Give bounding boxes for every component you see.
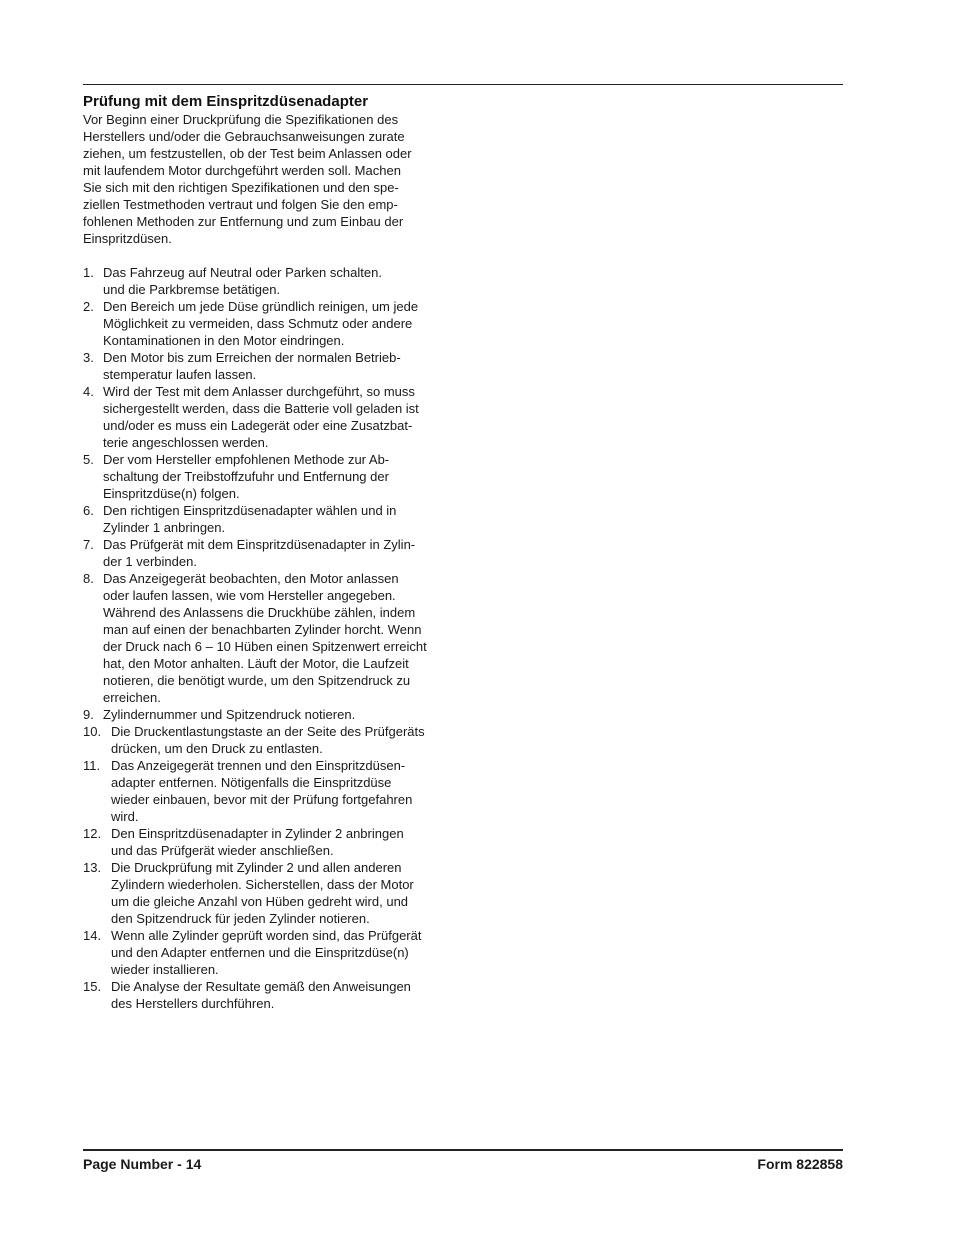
step-1 [83, 264, 463, 298]
step-text: Den Motor bis zum Erreichen der normalen Betrieb- stemperatur laufen lassen. [103, 350, 401, 382]
step-text: Die Druckentlastungstaste an der Seite des Prüfgeräts drücken, um den Druck zu entlasten. [111, 724, 425, 756]
step-number: 11. [83, 758, 101, 773]
page-number: Page Number - 14 [83, 1156, 202, 1172]
step-number: 4. [83, 384, 94, 399]
step-text: Den richtigen Einspritzdüsenadapter wählen und in Zylinder 1 anbringen. [103, 503, 397, 535]
header-divider [83, 84, 843, 85]
section-intro: Vor Beginn einer Druckprüfung die Spezifikationen des Herstellers und/oder die Gebrauchsanweisungen zurate ziehen, um festzustellen, ob der Test beim Anlassen oder mit laufendem Motor durchgeführt werden soll. Machen Sie sich mit den richtigen Spezifikationen und den spe- ziellen Testmethoden vertraut und folgen Sie den emp- fohlenen Methoden zur Entfernung und zum Einbau der Einspritzdüsen. [83, 112, 412, 246]
step-9 [83, 706, 463, 723]
step-5 [83, 451, 463, 502]
form-number: Form 822858 [757, 1156, 843, 1172]
step-text: Wird der Test mit dem Anlasser durchgeführt, so muss sichergestellt werden, dass die Batterie voll geladen ist und/oder es muss ein Ladegerät oder eine Zusatzbat- terie angeschlossen werden. [103, 384, 419, 450]
step-number: 2. [83, 299, 94, 314]
step-7 [83, 536, 463, 570]
step-3 [83, 349, 463, 383]
step-15 [83, 978, 463, 1012]
step-number: 7. [83, 537, 94, 552]
step-14 [83, 927, 463, 978]
step-number: 10. [83, 724, 102, 739]
step-2 [83, 298, 463, 349]
step-number: 13. [83, 860, 102, 875]
step-number: 12. [83, 826, 102, 841]
step-8 [83, 570, 463, 706]
step-11 [83, 757, 463, 825]
step-number: 3. [83, 350, 94, 365]
step-12 [83, 825, 463, 859]
step-text: Den Einspritzdüsenadapter in Zylinder 2 anbringen und das Prüfgerät wieder anschließen. [111, 826, 404, 858]
step-13 [83, 859, 463, 927]
step-text: Das Anzeigegerät beobachten, den Motor anlassen oder laufen lassen, wie vom Hersteller angegeben. Während des Anlassens die Druckhübe zählen, indem man auf einen der benachbarten Zylinder horcht. Wenn der Druck nach 6 – 10 Hüben einen Spitzenwert erreicht hat, den Motor anhalten. Läuft der Motor, die Laufzeit notieren, die benötigt wurde, um den Spitzendruck zu erreichen. [103, 571, 427, 705]
step-number: 5. [83, 452, 94, 467]
step-text: Das Fahrzeug auf Neutral oder Parken schalten. und die Parkbremse betätigen. [103, 265, 382, 297]
step-number: 1. [83, 265, 94, 280]
step-text: Zylindernummer und Spitzendruck notieren. [103, 707, 356, 722]
step-text: Die Analyse der Resultate gemäß den Anweisungen des Herstellers durchführen. [111, 979, 411, 1011]
footer-divider [83, 1149, 843, 1151]
step-10 [83, 723, 463, 757]
step-number: 15. [83, 979, 102, 994]
step-4 [83, 383, 463, 451]
step-text: Das Prüfgerät mit dem Einspritzdüsenadapter in Zylin- der 1 verbinden. [103, 537, 416, 569]
step-text: Die Druckprüfung mit Zylinder 2 und allen anderen Zylindern wiederholen. Sicherstellen, dass der Motor um die gleiche Anzahl von Hüben gedreht wird, und den Spitzendruck für jeden Zylinder notieren. [111, 860, 414, 926]
step-6 [83, 502, 463, 536]
step-number: 8. [83, 571, 94, 586]
procedure-steps [83, 264, 463, 1012]
step-number: 14. [83, 928, 102, 943]
section-title: Prüfung mit dem Einspritzdüsenadapter [83, 93, 369, 110]
step-text: Das Anzeigegerät trennen und den Einspritzdüsen- adapter entfernen. Nötigenfalls die Einspritzdüse wieder einbauen, bevor mit der Prüfung fortgefahren wird. [111, 758, 413, 824]
step-text: Den Bereich um jede Düse gründlich reinigen, um jede Möglichkeit zu vermeiden, dass Schmutz oder andere Kontaminationen in den Motor eindringen. [103, 299, 419, 348]
step-number: 9. [83, 707, 94, 722]
step-text: Wenn alle Zylinder geprüft worden sind, das Prüfgerät und den Adapter entfernen und die Einspritzdüse(n) wieder installieren. [111, 928, 422, 977]
section-content [83, 92, 463, 1012]
step-number: 6. [83, 503, 94, 518]
step-text: Der vom Hersteller empfohlenen Methode zur Ab- schaltung der Treibstoffzufuhr und Entfernung der Einspritzdüse(n) folgen. [103, 452, 390, 501]
